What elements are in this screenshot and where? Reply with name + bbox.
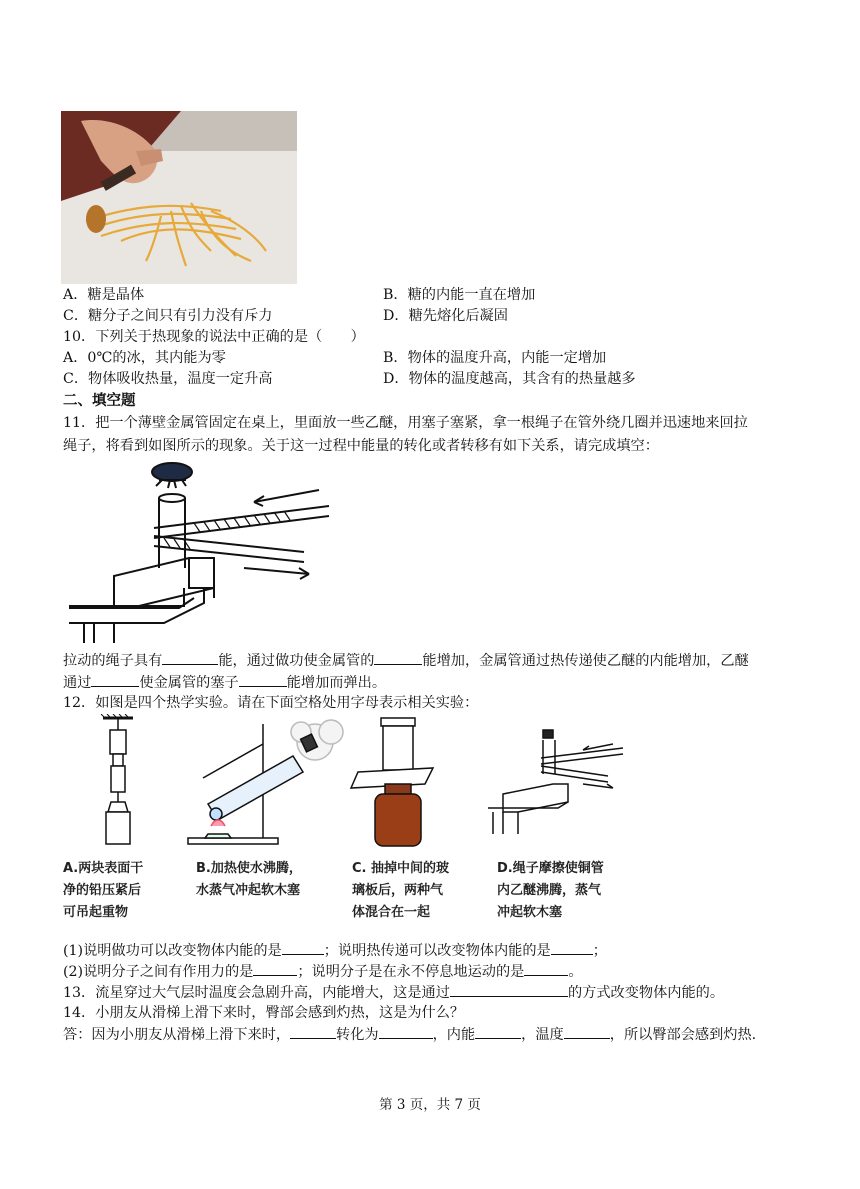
- caption-b-line1: B.加热使水沸腾，: [196, 861, 302, 876]
- q11-stem-line2: 绳子，将看到如图所示的现象。关于这一过程中能量的转化或者转移有如下关系，请完成填空：: [63, 438, 659, 454]
- experiment-b-figure: [188, 720, 343, 844]
- page-footer: 第 3 页，共 7 页: [379, 1097, 481, 1113]
- q9-option-b: B．糖的内能一直在增加: [383, 287, 536, 303]
- q12-stem: 12．如图是四个热学实验。请在下面空格处用字母表示相关实验：: [63, 695, 479, 711]
- sugar-painting-photo: [61, 111, 297, 284]
- q11-fill-line1: [63, 650, 749, 671]
- experiment-d-figure: [488, 730, 623, 834]
- q13-text-a: 13．流星穿过大气层时温度会急剧升高，内能增大，这是通过: [63, 985, 450, 1001]
- q14-answer-text-c: ，内能: [432, 1027, 476, 1043]
- q12-sub1-text-b: ；说明热传递可以改变物体内能的是: [323, 943, 551, 959]
- q14-answer: [63, 1024, 756, 1045]
- caption-c: [352, 858, 449, 924]
- q11-fill1-text-a: 拉动的绳子具有: [63, 653, 163, 669]
- q14-answer-text-d: ，温度: [521, 1027, 564, 1043]
- q14-blank-1[interactable]: [290, 1024, 336, 1039]
- q14-answer-text-b: 转化为: [336, 1027, 379, 1043]
- caption-a: [63, 858, 143, 924]
- q11-fill2-text-c: 能增加而弹出。: [286, 675, 387, 691]
- caption-a-line2: 净的铅压紧后: [63, 883, 142, 898]
- q12-blank-1[interactable]: [282, 940, 324, 955]
- q11-fill-line2: [63, 672, 386, 693]
- q14-answer-text-e: ，所以臀部会感到灼热.: [609, 1027, 757, 1043]
- caption-d-line1: D.绳子摩擦使铜管: [497, 861, 604, 876]
- q13-text-b: 的方式改变物体内能的。: [567, 985, 725, 1001]
- q13: [63, 982, 724, 1003]
- q10-option-d: D．物体的温度越高，其含有的热量越多: [383, 371, 636, 387]
- q11-fill1-text-b: 能，通过做功使金属管的: [218, 653, 375, 669]
- q11-blank-4[interactable]: [239, 672, 287, 687]
- q11-blank-1[interactable]: [162, 650, 218, 665]
- q12-experiment-figures: [63, 714, 633, 854]
- q14-blank-4[interactable]: [564, 1024, 610, 1039]
- q14-blank-3[interactable]: [475, 1024, 521, 1039]
- q12-sub2-text-a: (2)说明分子之间有作用力的是: [63, 964, 254, 980]
- q13-blank[interactable]: [450, 982, 568, 997]
- q11-fill2-text-b: 使金属管的塞子: [139, 675, 239, 691]
- q14-blank-2[interactable]: [379, 1024, 433, 1039]
- q12-sub1-text-c: ；: [592, 943, 607, 959]
- q10-option-c: C．物体吸收热量，温度一定升高: [63, 371, 273, 387]
- q14-stem: 14．小朋友从滑梯上滑下来时，臀部会感到灼热，这是为什么？: [63, 1005, 465, 1021]
- section-heading: 二、填空题: [63, 393, 136, 409]
- experiment-a-figure: [101, 714, 133, 844]
- q11-fill1-text-c: 能增加，金属管通过热传递使乙醚的内能增加，乙醚: [422, 653, 749, 669]
- q14-answer-text-a: 答：因为小朋友从滑梯上滑下来时，: [63, 1027, 291, 1043]
- q12-sub2-text-b: ；说明分子是在永不停息地运动的是: [297, 964, 525, 980]
- caption-d: [497, 858, 604, 924]
- q12-sub2: [63, 961, 583, 982]
- q11-blank-2[interactable]: [374, 650, 422, 665]
- caption-c-line2: 璃板后，两种气: [352, 883, 444, 898]
- q10-option-b: B．物体的温度升高，内能一定增加: [383, 350, 607, 366]
- caption-a-line1: A.两块表面干: [63, 861, 144, 876]
- q11-blank-3[interactable]: [91, 672, 139, 687]
- q12-blank-2[interactable]: [551, 940, 593, 955]
- q11-fill2-text-a: 通过: [63, 675, 92, 691]
- caption-c-line1: C. 抽掉中间的玻: [352, 861, 450, 876]
- q10-stem: 10．下列关于热现象的说法中正确的是（ ）: [63, 329, 365, 345]
- caption-d-line2: 内乙醚沸腾，蒸气: [497, 883, 602, 898]
- q12-blank-3[interactable]: [253, 961, 297, 976]
- caption-c-line3: 体混合在一起: [352, 905, 431, 920]
- caption-a-line3: 可吊起重物: [63, 905, 129, 920]
- q12-sub1: [63, 940, 607, 961]
- q9-option-a: A．糖是晶体: [63, 287, 145, 303]
- q9-option-c: C．糖分子之间只有引力没有斥力: [63, 308, 273, 324]
- q12-blank-4[interactable]: [524, 961, 568, 976]
- experiment-c-figure: [351, 718, 433, 846]
- caption-b: [196, 858, 302, 902]
- q12-sub1-text-a: (1)说明做功可以改变物体内能的是: [63, 943, 282, 959]
- caption-b-line2: 水蒸气冲起软木塞: [196, 883, 301, 898]
- caption-d-line3: 冲起软木塞: [497, 905, 563, 920]
- q11-metal-tube-diagram: [64, 458, 364, 648]
- q10-option-a: A．0℃的冰，其内能为零: [63, 350, 226, 366]
- q9-option-d: D．糖先熔化后凝固: [383, 308, 508, 324]
- q12-sub2-text-c: 。: [568, 964, 583, 980]
- q11-stem-line1: 11．把一个薄壁金属管固定在桌上，里面放一些乙醚，用塞子塞紧，拿一根绳子在管外绕几圈并迅速地来回拉: [63, 415, 748, 431]
